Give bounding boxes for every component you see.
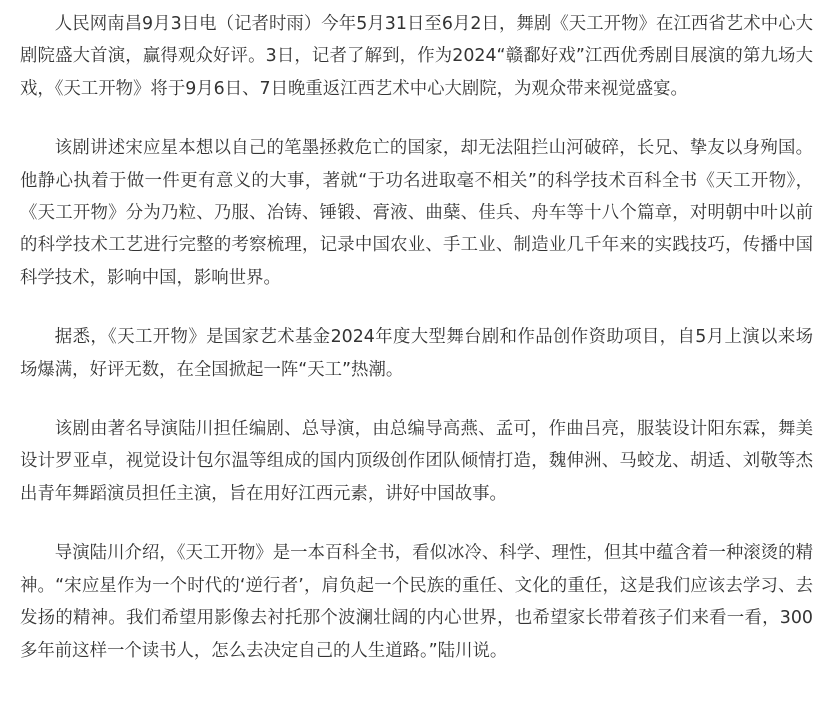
article-paragraph-3: 据悉，《天工开物》是国家艺术基金2024年度大型舞台剧和作品创作资助项目，自5月上演以来场场爆满，好评无数，在全国掀起一阵“天工”热潮。 [20, 327, 813, 380]
article-paragraph-5: 导演陆川介绍，《天工开物》是一本百科全书，看似冰冷、科学、理性，但其中蕴含着一种滚烫的精神。“宋应星作为一个时代的‘逆行者’，肩负起一个民族的重任、文化的重任，这是我们应该去学习、去发扬的精神。我们希望用影像去衬托那个波澜壮阔的内心世界，也希望家长带着孩子们来看一看，300多年前这样一个读书人，怎么去决定自己的人生道路。”陆川说。 [20, 543, 813, 661]
article-paragraph-2: 该剧讲述宋应星本想以自己的笔墨拯救危亡的国家，却无法阻拦山河破碎，长兄、挚友以身殉国。他静心执着于做一件更有意义的大事，著就“于功名进取毫不相关”的科学技术百科全书《天工开物》，《天工开物》分为乃粒、乃服、冶铸、锤锻、膏液、曲蘖、佳兵、舟车等十八个篇章，对明朝中叶以前的科学技术工艺进行完整的考察梳理，记录中国农业、手工业、制造业几千年来的实践技巧，传播中国科学技术，影响中国，影响世界。 [20, 138, 813, 288]
article-paragraph-1: 人民网南昌9月3日电（记者时雨）今年5月31日至6月2日，舞剧《天工开物》在江西省艺术中心大剧院盛大首演，赢得观众好评。3日，记者了解到，作为2024“赣鄱好戏”江西优秀剧目展演的第九场大戏，《天工开物》将于9月6日、7日晚重返江西艺术中心大剧院，为观众带来视觉盛宴。 [20, 14, 813, 99]
article-paragraph-4: 该剧由著名导演陆川担任编剧、总导演，由总编导高燕、孟可，作曲吕亮，服装设计阳东霖，舞美设计罗亚卓，视觉设计包尔温等组成的国内顶级创作团队倾情打造，魏伸洲、马蛟龙、胡适、刘敬等杰出青年舞蹈演员担任主演，旨在用好江西元素，讲好中国故事。 [20, 419, 813, 504]
